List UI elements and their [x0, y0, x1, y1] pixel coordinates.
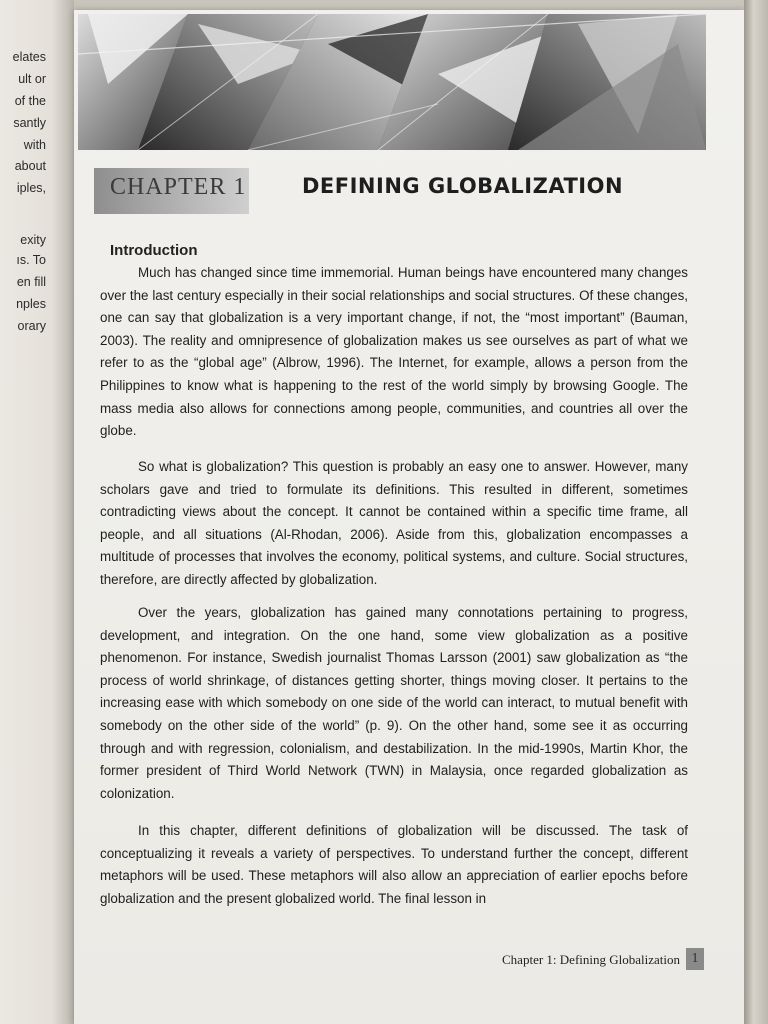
left-text-fragment: with	[23, 138, 46, 152]
chapter-label: CHAPTER 1	[110, 174, 247, 200]
left-text-fragment: about	[14, 159, 46, 173]
left-text-fragment: santly	[13, 116, 46, 130]
book-page	[74, 10, 744, 1024]
left-text-fragment: exity	[20, 233, 46, 247]
left-text-fragment: nples	[16, 297, 46, 311]
paragraph-2: So what is globalization? This question is probably an easy one to answer. However, many scholars gave and tried to formulate its definitions. This resulted in different, sometimes contradicting views about the concept. It cannot be contained within a specific time frame, all people, and all situations (Al-Rhodan, 2006). Aside from this, globalization encompasses a multitude of processes that involves the economy, political systems, and culture. Social structures, therefore, are directly affected by globalization.	[100, 459, 688, 587]
running-footer: Chapter 1: Defining Globalization	[502, 952, 680, 967]
left-facing-page	[0, 0, 74, 1024]
geometric-banner-graphic	[78, 14, 706, 150]
left-text-fragment: elates	[12, 50, 46, 64]
chapter-banner-image	[78, 14, 706, 150]
left-text-fragment: orary	[17, 319, 46, 333]
paragraph-4: In this chapter, different definitions of globalization will be discussed. The task of conceptualizing it reveals a variety of perspectives. To understand further the concept, different metaphors will be used. These metaphors will also allow an appreciation of earlier epochs before globalization and the present globalized world. The final lesson in	[100, 823, 688, 906]
page-edge	[744, 0, 768, 1024]
chapter-title: DEFINING GLOBALIZATION	[302, 174, 624, 198]
paragraph-3: Over the years, globalization has gained many connotations pertaining to progress, development, and integration. On the one hand, some view globalization as a positive phenomenon. For instance, Swedish journalist Thomas Larsson (2001) saw globalization as “the process of world shrinkage, of distances getting shorter, things moving closer. It pertains to the increasing ease with which somebody on one side of the world can interact, to mutual benefit with somebody on the other side of the world” (p. 9). On the other hand, some see it as occurring through and with regression, colonialism, and destabilization. In the mid-1990s, Martin Khor, the former president of Third World Network (TWN) in Malaysia, once regarded globalization as colonization.	[100, 605, 688, 801]
left-text-fragment: of the	[14, 94, 46, 108]
left-text-fragment: ult or	[18, 72, 46, 86]
left-text-fragment: en fill	[16, 275, 46, 289]
left-text-fragment: iples,	[16, 181, 46, 195]
section-heading: Introduction	[110, 242, 198, 259]
page-number: 1	[686, 948, 704, 970]
paragraph-1: Much has changed since time immemorial. Human beings have encountered many changes over the last century especially in their social relationships and social structures. Of these changes, one can say that globalization is a very important change, if not, the “most important” (Bauman, 2003). The reality and omnipresence of globalization makes us see ourselves as part of what we refer to as the “global age” (Albrow, 1996). The Internet, for example, allows a person from the Philippines to know what is happening to the rest of the world simply by browsing Google. The mass media also allows for connections among people, communities, and countries all over the globe.	[100, 265, 688, 439]
left-text-fragment: ıs. To	[16, 253, 46, 267]
